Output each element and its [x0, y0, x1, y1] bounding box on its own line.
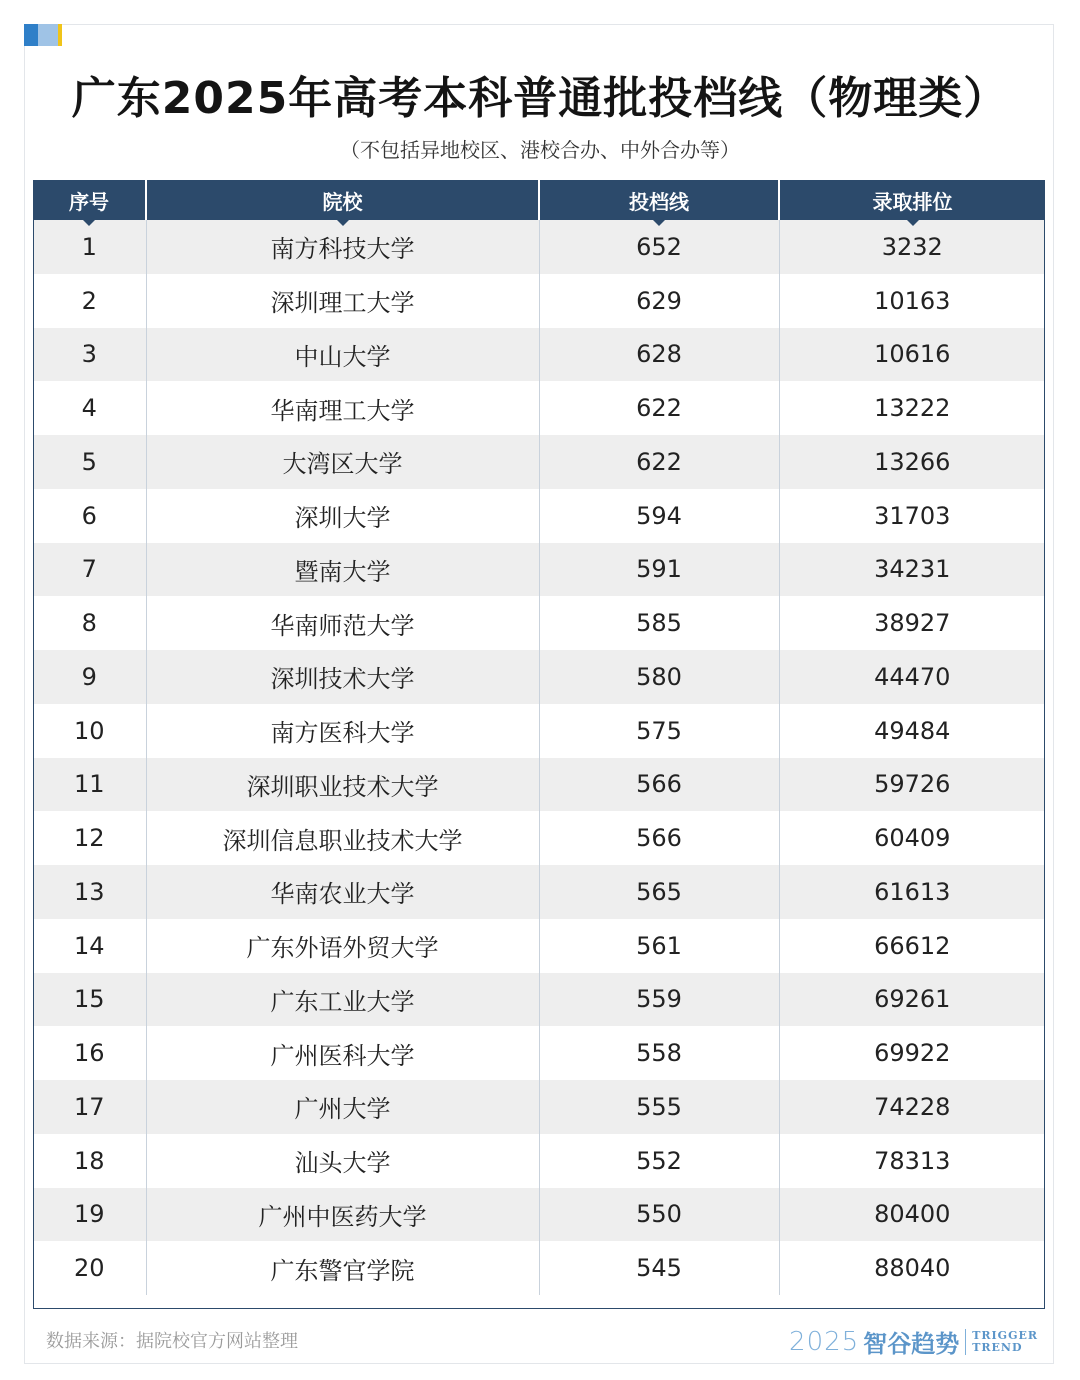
- header-rank: 录取排位: [779, 180, 1045, 220]
- cell-school: 南方医科大学: [146, 704, 539, 758]
- cell-index: 20: [33, 1241, 146, 1295]
- cell-rank: 49484: [779, 704, 1045, 758]
- data-source-note: 数据来源：据院校官方网站整理: [46, 1331, 298, 1352]
- cell-score: 550: [539, 1188, 779, 1242]
- cell-score: 622: [539, 435, 779, 489]
- cell-score: 575: [539, 704, 779, 758]
- header-index: 序号: [33, 180, 146, 220]
- cell-score: 594: [539, 489, 779, 543]
- table-row: [33, 865, 1045, 919]
- table-row: [33, 704, 1045, 758]
- cell-school: 广东警官学院: [146, 1241, 539, 1295]
- table-row: [33, 1188, 1045, 1242]
- cell-index: 13: [33, 865, 146, 919]
- cell-index: 19: [33, 1188, 146, 1242]
- cell-rank: 66612: [779, 919, 1045, 973]
- cell-rank: 13266: [779, 435, 1045, 489]
- brand-logo: [789, 1324, 1038, 1359]
- cutoff-table: [33, 180, 1045, 1295]
- cell-score: 585: [539, 596, 779, 650]
- table-header-row: [33, 180, 1045, 220]
- cell-rank: 3232: [779, 220, 1045, 274]
- brand-year: 2025: [789, 1326, 860, 1357]
- table-row: [33, 919, 1045, 973]
- table-row: [33, 274, 1045, 328]
- cell-school: 华南师范大学: [146, 596, 539, 650]
- cell-school: 汕头大学: [146, 1134, 539, 1188]
- cell-rank: 80400: [779, 1188, 1045, 1242]
- table-row: [33, 1134, 1045, 1188]
- table-body: [33, 220, 1045, 1295]
- cell-rank: 61613: [779, 865, 1045, 919]
- cell-score: 559: [539, 973, 779, 1027]
- cell-index: 9: [33, 650, 146, 704]
- cell-score: 558: [539, 1026, 779, 1080]
- cell-school: 广州医科大学: [146, 1026, 539, 1080]
- table-row: [33, 811, 1045, 865]
- table-row: [33, 543, 1045, 597]
- cell-rank: 88040: [779, 1241, 1045, 1295]
- cell-school: 大湾区大学: [146, 435, 539, 489]
- cell-school: 华南理工大学: [146, 381, 539, 435]
- table-row: [33, 220, 1045, 274]
- cell-rank: 78313: [779, 1134, 1045, 1188]
- table-row: [33, 596, 1045, 650]
- table-row: [33, 758, 1045, 812]
- table-row: [33, 328, 1045, 382]
- cell-score: 555: [539, 1080, 779, 1134]
- cell-school: 广东外语外贸大学: [146, 919, 539, 973]
- table-row: [33, 435, 1045, 489]
- cell-score: 545: [539, 1241, 779, 1295]
- cell-school: 广州大学: [146, 1080, 539, 1134]
- table-row: [33, 489, 1045, 543]
- corner-accent: [24, 24, 64, 46]
- cell-score: 580: [539, 650, 779, 704]
- cell-index: 8: [33, 596, 146, 650]
- cell-school: 深圳职业技术大学: [146, 758, 539, 812]
- cell-score: 629: [539, 274, 779, 328]
- cell-score: 628: [539, 328, 779, 382]
- cell-score: 622: [539, 381, 779, 435]
- cell-school: 中山大学: [146, 328, 539, 382]
- cell-school: 南方科技大学: [146, 220, 539, 274]
- cell-rank: 38927: [779, 596, 1045, 650]
- page-title: 广东2025年高考本科普通批投档线（物理类）: [71, 73, 1009, 124]
- cell-index: 3: [33, 328, 146, 382]
- brand-divider: [965, 1329, 966, 1355]
- cell-score: 552: [539, 1134, 779, 1188]
- cell-rank: 34231: [779, 543, 1045, 597]
- cell-school: 深圳信息职业技术大学: [146, 811, 539, 865]
- cell-score: 561: [539, 919, 779, 973]
- cell-rank: 44470: [779, 650, 1045, 704]
- cell-index: 7: [33, 543, 146, 597]
- cell-rank: 69922: [779, 1026, 1045, 1080]
- cell-school: 深圳理工大学: [146, 274, 539, 328]
- brand-name: 智谷趋势: [863, 1329, 960, 1358]
- cell-score: 566: [539, 758, 779, 812]
- header-school: 院校: [146, 180, 539, 220]
- brand-english: TRIGGER TREND: [972, 1328, 1038, 1354]
- cell-school: 深圳技术大学: [146, 650, 539, 704]
- cell-index: 1: [33, 220, 146, 274]
- cell-index: 11: [33, 758, 146, 812]
- cell-index: 16: [33, 1026, 146, 1080]
- cell-rank: 10163: [779, 274, 1045, 328]
- cell-school: 深圳大学: [146, 489, 539, 543]
- header-score: 投档线: [539, 180, 779, 220]
- table-row: [33, 1241, 1045, 1295]
- cell-rank: 31703: [779, 489, 1045, 543]
- cell-rank: 59726: [779, 758, 1045, 812]
- cell-school: 广东工业大学: [146, 973, 539, 1027]
- cell-rank: 10616: [779, 328, 1045, 382]
- cell-index: 17: [33, 1080, 146, 1134]
- table-row: [33, 973, 1045, 1027]
- cell-school: 华南农业大学: [146, 865, 539, 919]
- cell-score: 566: [539, 811, 779, 865]
- cell-index: 14: [33, 919, 146, 973]
- cell-index: 6: [33, 489, 146, 543]
- cell-school: 广州中医药大学: [146, 1188, 539, 1242]
- cell-rank: 74228: [779, 1080, 1045, 1134]
- cell-score: 652: [539, 220, 779, 274]
- cell-index: 5: [33, 435, 146, 489]
- cell-index: 2: [33, 274, 146, 328]
- cell-school: 暨南大学: [146, 543, 539, 597]
- table-row: [33, 650, 1045, 704]
- table-row: [33, 381, 1045, 435]
- cell-index: 18: [33, 1134, 146, 1188]
- table-row: [33, 1080, 1045, 1134]
- cell-index: 10: [33, 704, 146, 758]
- table-row: [33, 1026, 1045, 1080]
- cell-rank: 69261: [779, 973, 1045, 1027]
- cell-rank: 13222: [779, 381, 1045, 435]
- cell-index: 15: [33, 973, 146, 1027]
- cell-index: 4: [33, 381, 146, 435]
- cell-score: 591: [539, 543, 779, 597]
- cell-rank: 60409: [779, 811, 1045, 865]
- cell-score: 565: [539, 865, 779, 919]
- page-subtitle: （不包括异地校区、港校合办、中外合办等）: [340, 138, 740, 162]
- cell-index: 12: [33, 811, 146, 865]
